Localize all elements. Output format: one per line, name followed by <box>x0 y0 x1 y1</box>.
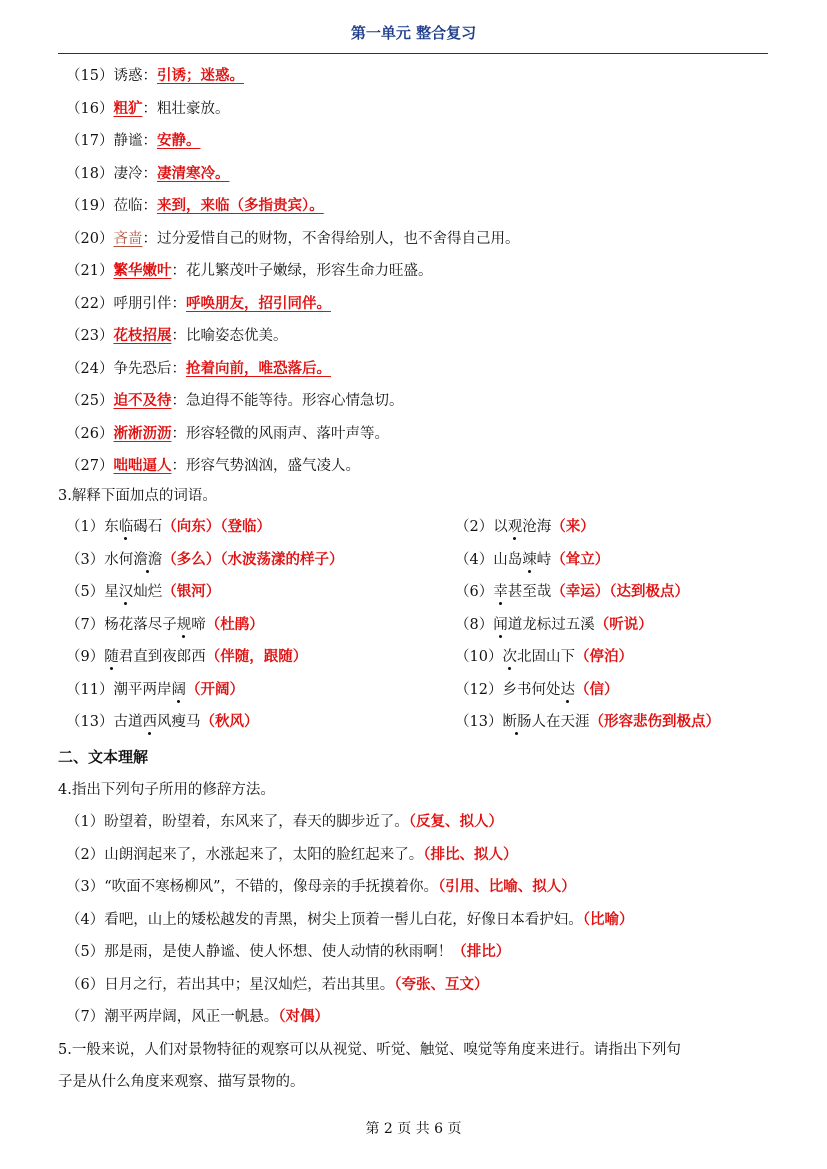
vocab-item <box>66 359 331 379</box>
q4-item <box>66 812 503 832</box>
q4-number: （6） <box>66 976 105 993</box>
vocab-colon: ： <box>171 328 186 344</box>
q3-dotted-word: 断肠 <box>502 714 532 730</box>
vocab-colon: ： <box>142 100 157 117</box>
q4-number: （4） <box>66 911 105 928</box>
vocab-word: 凄冷 <box>113 165 143 182</box>
vocab-definition: 抢着向前，唯恐落后。 <box>185 360 331 377</box>
q3-text: 星 <box>104 584 119 600</box>
q3-text: 乡书何处 <box>502 681 561 698</box>
q3-text: 灿烂 <box>133 584 163 600</box>
vocab-item <box>66 229 519 249</box>
q3-text: 北固山下 <box>516 649 575 665</box>
vocab-word: 诱惑 <box>113 68 143 84</box>
vocab-number: （16） <box>66 100 114 117</box>
q3-item <box>66 582 220 602</box>
q4-number: （1） <box>66 814 105 830</box>
vocab-item <box>66 131 200 151</box>
q3-item <box>455 615 653 635</box>
vocab-word: 淅淅沥沥 <box>113 425 172 442</box>
page-header-title: 第一单元 整合复习 <box>350 24 477 42</box>
vocab-item <box>66 391 403 411</box>
q3-item <box>66 680 244 700</box>
q3-answer: （伴随，跟随） <box>205 649 308 665</box>
q3-dotted-word: 汉 <box>118 584 134 600</box>
vocab-definition: 凄清寒冷。 <box>156 165 230 182</box>
q4-title: 4.指出下列句子所用的修辞方法。 <box>58 782 275 798</box>
vocab-number: （20） <box>66 230 114 247</box>
vocab-word: 咄咄逼人 <box>113 458 172 474</box>
q3-answer: （停泊） <box>574 649 633 665</box>
vocab-definition: 粗壮豪放。 <box>156 100 230 117</box>
q3-text: 潮平两岸 <box>113 681 172 698</box>
q3-item <box>66 517 271 537</box>
vocab-colon: ： <box>171 458 186 474</box>
q3-dotted-word: 随 <box>104 649 119 665</box>
q4-sentence: “吹面不寒杨柳风”，不错的，像母亲的手抚摸着你。 <box>104 879 439 895</box>
q3-text: 山岛 <box>493 551 523 568</box>
q3-text: 东 <box>104 519 119 535</box>
vocab-colon: ： <box>171 425 186 442</box>
q4-number: （7） <box>66 1009 105 1025</box>
vocab-definition: 引诱；迷惑。 <box>156 68 244 84</box>
vocab-definition: 急迫得不能等待。形容心情急切。 <box>185 393 404 409</box>
vocab-word: 迫不及待 <box>113 393 172 409</box>
q3-number: （8） <box>455 616 494 633</box>
q3-dotted-word: 规 <box>176 616 192 633</box>
vocab-definition: 花儿繁茂叶子嫩绿，形容生命力旺盛。 <box>185 263 433 279</box>
q3-answer: （多么）（水波荡漾的样子） <box>162 551 344 568</box>
q4-sentence: 日月之行，若出其中；星汉灿烂，若出其里。 <box>104 976 395 993</box>
q4-number: （2） <box>66 846 105 863</box>
vocab-word: 吝啬 <box>113 230 143 247</box>
q3-number: （13） <box>66 714 114 730</box>
vocab-item <box>66 99 229 119</box>
q4-answer: （排比、拟人） <box>423 846 518 863</box>
q3-number: （12） <box>455 681 503 698</box>
vocab-item <box>66 424 389 444</box>
q4-item <box>66 845 517 865</box>
vocab-colon: ： <box>142 165 157 182</box>
vocab-number: （21） <box>66 263 114 279</box>
q4-sentence: 山朗润起来了，水涨起来了，太阳的脸红起来了。 <box>104 846 424 863</box>
q3-answer: （听说） <box>594 616 653 633</box>
vocab-number: （23） <box>66 328 114 344</box>
q3-answer: （耸立） <box>551 551 610 568</box>
q3-text: 古道 <box>113 714 143 730</box>
q3-text: 道龙标过五溪 <box>507 616 595 633</box>
vocab-item <box>66 326 287 346</box>
q3-item <box>66 712 258 732</box>
q3-answer: （开阔） <box>185 681 244 698</box>
q4-item <box>66 975 488 995</box>
vocab-colon: ： <box>171 263 186 279</box>
q3-text: 峙 <box>536 551 552 568</box>
q3-text: 啼 <box>191 616 206 633</box>
vocab-word: 静谧 <box>113 133 143 149</box>
q5-line-1: 5.一般来说，人们对景物特征的观察可以从视觉、听觉、触觉、嗅觉等角度来进行。请指出下列句 <box>58 1042 681 1058</box>
q3-answer: （杜鹃） <box>205 616 264 633</box>
q3-answer: （银河） <box>162 584 221 600</box>
vocab-colon: ： <box>171 393 186 409</box>
q3-number: （6） <box>455 584 494 600</box>
q3-number: （7） <box>66 616 105 633</box>
q3-title: 3.解释下面加点的词语。 <box>58 488 217 504</box>
q4-item <box>66 942 510 962</box>
vocab-definition: 形容轻微的风雨声、落叶声等。 <box>185 425 389 442</box>
q3-item <box>66 615 264 635</box>
q3-text: 甚至哉 <box>507 584 552 600</box>
q4-sentence: 看吧，山上的矮松越发的青黑，树尖上顶着一髻儿白花，好像日本看护妇。 <box>104 911 583 928</box>
q3-item <box>455 647 633 667</box>
q3-item <box>66 550 343 570</box>
vocab-word: 粗犷 <box>113 100 143 117</box>
q3-item <box>455 517 595 537</box>
q3-number: （13） <box>455 714 503 730</box>
q4-number: （3） <box>66 879 105 895</box>
q4-number: （5） <box>66 944 105 960</box>
vocab-number: （25） <box>66 393 114 409</box>
q3-number: （11） <box>66 681 114 698</box>
q4-answer: （夸张、互文） <box>394 976 489 993</box>
q3-text: 以 <box>493 519 508 535</box>
q3-dotted-word: 澹澹 <box>133 551 163 568</box>
vocab-item <box>66 66 244 86</box>
q4-answer: （对偶） <box>278 1009 329 1025</box>
vocab-colon: ： <box>142 230 157 247</box>
q3-text: 水何 <box>104 551 134 568</box>
vocab-number: （24） <box>66 360 114 377</box>
q4-answer: （比喻） <box>582 911 634 928</box>
q3-text: 沧海 <box>522 519 552 535</box>
vocab-definition: 形容气势汹汹，盛气凌人。 <box>185 458 360 474</box>
vocab-definition: 安静。 <box>156 133 201 149</box>
vocab-definition: 来到，来临（多指贵宾）。 <box>156 198 324 214</box>
vocab-colon: ： <box>142 133 157 149</box>
q3-answer: （幸运）（达到极点） <box>551 584 689 600</box>
q3-number: （3） <box>66 551 105 568</box>
q3-dotted-word: 达 <box>560 681 575 698</box>
q3-dotted-word: 闻 <box>493 616 508 633</box>
header-divider <box>58 53 768 54</box>
q3-dotted-word: 临 <box>118 519 134 535</box>
q3-item <box>455 680 618 700</box>
q3-number: （1） <box>66 519 105 535</box>
q3-dotted-word: 观 <box>507 519 523 535</box>
q3-dotted-word: 西 <box>142 714 157 730</box>
q4-item <box>66 910 633 930</box>
vocab-word: 呼朋引伴 <box>113 295 172 312</box>
q3-number: （5） <box>66 584 105 600</box>
q3-answer: （形容悲伤到极点） <box>589 714 720 730</box>
section-title: 二、文本理解 <box>58 748 149 766</box>
vocab-colon: ： <box>142 68 157 84</box>
vocab-item <box>66 164 229 184</box>
q4-answer: （反复、拟人） <box>408 814 503 830</box>
vocab-number: （17） <box>66 133 114 149</box>
q3-answer: （向东）（登临） <box>162 519 271 535</box>
q3-answer: （信） <box>574 681 619 698</box>
q3-number: （4） <box>455 551 494 568</box>
vocab-item <box>66 196 324 216</box>
vocab-definition: 比喻姿态优美。 <box>185 328 288 344</box>
q4-sentence: 那是雨，是使人静谧、使人怀想、使人动情的秋雨啊！ <box>104 944 453 960</box>
q3-item <box>455 550 609 570</box>
q3-item <box>455 712 720 732</box>
vocab-number: （15） <box>66 68 114 84</box>
q3-item <box>66 647 307 667</box>
vocab-definition: 呼唤朋友，招引同伴。 <box>185 295 331 312</box>
q4-sentence: 潮平两岸阔，风正一帆悬。 <box>104 1009 279 1025</box>
vocab-word: 莅临 <box>113 198 143 214</box>
vocab-number: （26） <box>66 425 114 442</box>
q3-item <box>455 582 689 602</box>
vocab-number: （18） <box>66 165 114 182</box>
vocab-number: （22） <box>66 295 114 312</box>
q5-line-2: 子是从什么角度来观察、描写景物的。 <box>58 1074 305 1090</box>
q3-text: 风瘦马 <box>156 714 201 730</box>
vocab-colon: ： <box>142 198 157 214</box>
q3-dotted-word: 幸 <box>493 584 508 600</box>
q3-dotted-word: 阔 <box>171 681 186 698</box>
q4-answer: （引用、比喻、拟人） <box>438 879 576 895</box>
q3-text: 君直到夜郎西 <box>118 649 206 665</box>
vocab-word: 争先恐后 <box>113 360 172 377</box>
q3-text: 碣石 <box>133 519 163 535</box>
vocab-number: （19） <box>66 198 114 214</box>
page-footer: 第 2 页 共 6 页 <box>365 1121 462 1137</box>
vocab-colon: ： <box>171 360 186 377</box>
q3-text: 人在天涯 <box>531 714 590 730</box>
vocab-item <box>66 261 432 281</box>
vocab-colon: ： <box>171 295 186 312</box>
q3-answer: （来） <box>551 519 595 535</box>
q3-dotted-word: 竦 <box>522 551 537 568</box>
vocab-number: （27） <box>66 458 114 474</box>
q3-number: （9） <box>66 649 105 665</box>
q3-number: （10） <box>455 649 503 665</box>
q3-answer: （秋风） <box>200 714 259 730</box>
vocab-definition: 过分爱惜自己的财物，不舍得给别人，也不舍得自己用。 <box>156 230 520 247</box>
q4-item <box>66 877 576 897</box>
q3-text: 杨花落尽子 <box>104 616 177 633</box>
q3-dotted-word: 次 <box>502 649 517 665</box>
vocab-item <box>66 456 360 476</box>
vocab-word: 花枝招展 <box>113 328 172 344</box>
q3-number: （2） <box>455 519 494 535</box>
vocab-item <box>66 294 331 314</box>
q4-item <box>66 1007 329 1027</box>
q4-sentence: 盼望着，盼望着，东风来了，春天的脚步近了。 <box>104 814 409 830</box>
vocab-word: 繁华嫩叶 <box>113 263 172 279</box>
q4-answer: （排比） <box>452 944 511 960</box>
